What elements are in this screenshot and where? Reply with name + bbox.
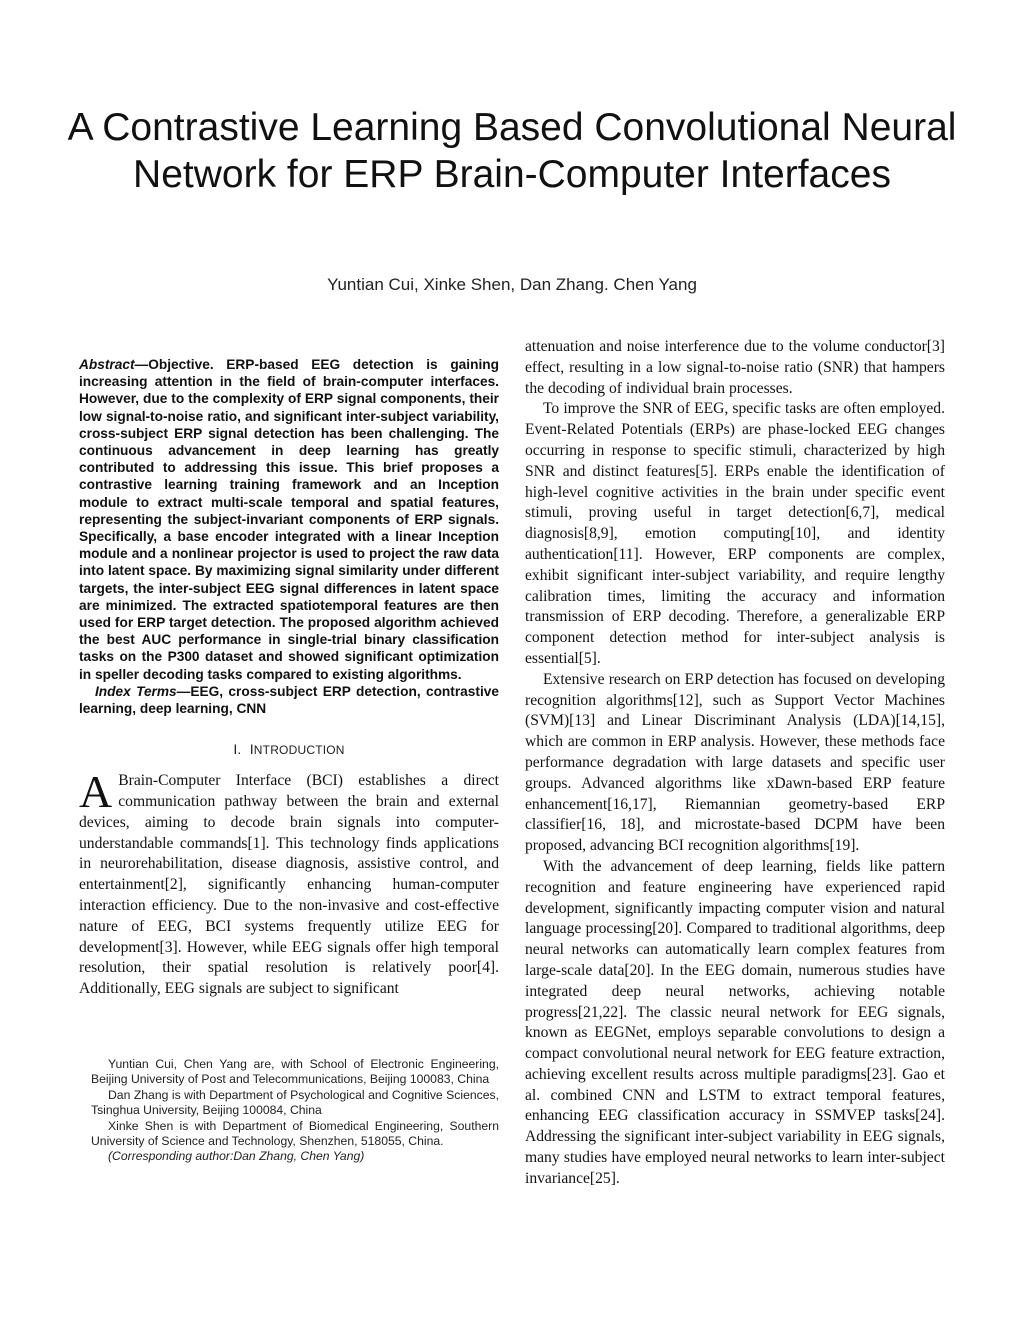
footnote-corresponding-author: (Corresponding author:Dan Zhang, Chen Yang) — [108, 1149, 365, 1164]
body-paragraph-3: Extensive research on ERP detection has focused on developing recognition algorithms[12], such as Support Vector Machines (SVM)[13] and Linear Discriminant Analysis (LDA)[14,15], which are common in ERP analysis. However, these methods face performance degradation with large datasets and specific user groups. Advanced algorithms like xDawn-based ERP feature enhancement[16,17], Riemannian geometry-based ERP classifier[16, 18], and microstate-based DCPM have been proposed, advancing BCI recognition algorithms[19]. — [525, 670, 945, 855]
abstract-label: Abstract — [79, 357, 135, 372]
drop-cap: A — [79, 766, 113, 818]
abstract — [79, 356, 499, 683]
section-title-rest: NTRODUCTION — [253, 743, 345, 758]
index-terms-text: —EEG, cross-subject ERP detection, contrastive learning, deep learning, CNN — [79, 683, 499, 717]
body-paragraph-1: attenuation and noise interference due to the volume conductor[3] effect, resulting in a low signal-to-noise ratio (SNR) that hampers the decoding of individual brain processes. — [525, 338, 945, 397]
footnote-affiliation-3: Xinke Shen is with Department of Biomedical Engineering, Southern University of Science and Technology, Shenzhen, 518055, China. — [91, 1118, 499, 1149]
index-terms-label: Index Terms — [95, 683, 177, 699]
body-paragraph-4: With the advancement of deep learning, fields like pattern recognition and feature engineering have experienced rapid development, significantly impacting computer vision and natural language processing[20]. Compared to traditional algorithms, deep neural networks can automatically learn complex features from large-scale data[20]. In the EEG domain, numerous studies have integrated deep neural networks, achieving notable progress[21,22]. The classic neural network for EEG signals, known as EEGNet, employs separable convolutions to design a compact convolutional neural network for EEG feature extraction, achieving excellent results across multiple paradigms[23]. Gao et al. combined CNN and LSTM to extract temporal features, enhancing EEG classification accuracy in SSMVEP tasks[24]. Addressing the significant inter-subject variability in EEG signals, many studies have employed neural networks to learn inter-subject invariance[25]. — [525, 857, 945, 1187]
intro-paragraph-1 — [79, 766, 499, 1000]
intro-paragraph-1-text: Brain-Computer Interface (BCI) establishes a direct communication pathway between the brain and external devices, aiming to decode brain signals into computer-understandable commands[1]. This technology finds applications in neurorehabilitation, disease diagnosis, assistive control, and entertainment[2], significantly enhancing human-computer interaction efficiency. Due to the non-invasive and cost-effective nature of EEG, BCI systems frequently utilize EEG for development[3]. However, while EEG signals offer high temporal resolution, their spatial resolution is relatively poor[4]. Additionally, EEG signals are subject to significant — [79, 772, 499, 998]
left-column — [79, 356, 499, 1000]
section-heading-introduction — [79, 741, 499, 757]
author-footnotes — [91, 1057, 499, 1165]
paper-authors: Yuntian Cui, Xinke Shen, Dan Zhang. Chen Yang — [327, 275, 697, 294]
body-paragraph-2: To improve the SNR of EEG, specific tasks are often employed. Event-Related Potentials (ERPs) are phase-locked EEG changes occurring in response to specific stimuli, characterized by high SNR and distinct features[5]. ERPs enable the identification of high-level cognitive activities in the brain under specific event stimuli, proving useful in target detection[6,7], medical diagnosis[8,9], emotion computing[10], and identity authentication[11]. However, ERP components are complex, exhibit significant inter-subject variability, and require lengthy calibration times, limiting the accuracy and information transmission of ERP decoding. Therefore, a generalizable ERP component detection method for inter-subject analysis is essential[5]. — [525, 400, 945, 667]
section-numeral: I. — [233, 741, 242, 758]
paper-title: A Contrastive Learning Based Convolutional Neural Network for ERP Brain-Computer Interfaces — [67, 106, 957, 196]
footnote-affiliation-2: Dan Zhang is with Department of Psychological and Cognitive Sciences, Tsinghua University, Beijing 100084, China — [91, 1087, 499, 1118]
right-column — [525, 337, 945, 1190]
abstract-text: —Objective. ERP-based EEG detection is gaining increasing attention in the field of brain-computer interfaces. However, due to the complexity of ERP signal components, their low signal-to-noise ratio, and significant inter-subject variability, cross-subject ERP signal detection has been challenging. The continuous advancement in deep learning has greatly contributed to addressing this issue. This brief proposes a contrastive learning training framework and an Inception module to extract multi-scale temporal and spatial features, representing the subject-invariant components of ERP signals. Specifically, a base encoder integrated with a linear Inception module and a nonlinear projector is used to project the raw data into latent space. By maximizing signal similarity under different targets, the inter-subject EEG signal differences in latent space are minimized. The extracted spatiotemporal features are then used for ERP target detection. The proposed algorithm achieved the best AUC performance in single-trial binary classification tasks on the P300 dataset and showed significant optimization in speller decoding tasks compared to existing algorithms. — [79, 357, 499, 682]
index-terms — [79, 683, 499, 717]
section-title-initial: I — [249, 741, 254, 758]
footnote-affiliation-1: Yuntian Cui, Chen Yang are, with School of Electronic Engineering, Beijing University of Post and Telecommunications, Beijing 100083, China — [91, 1057, 499, 1087]
